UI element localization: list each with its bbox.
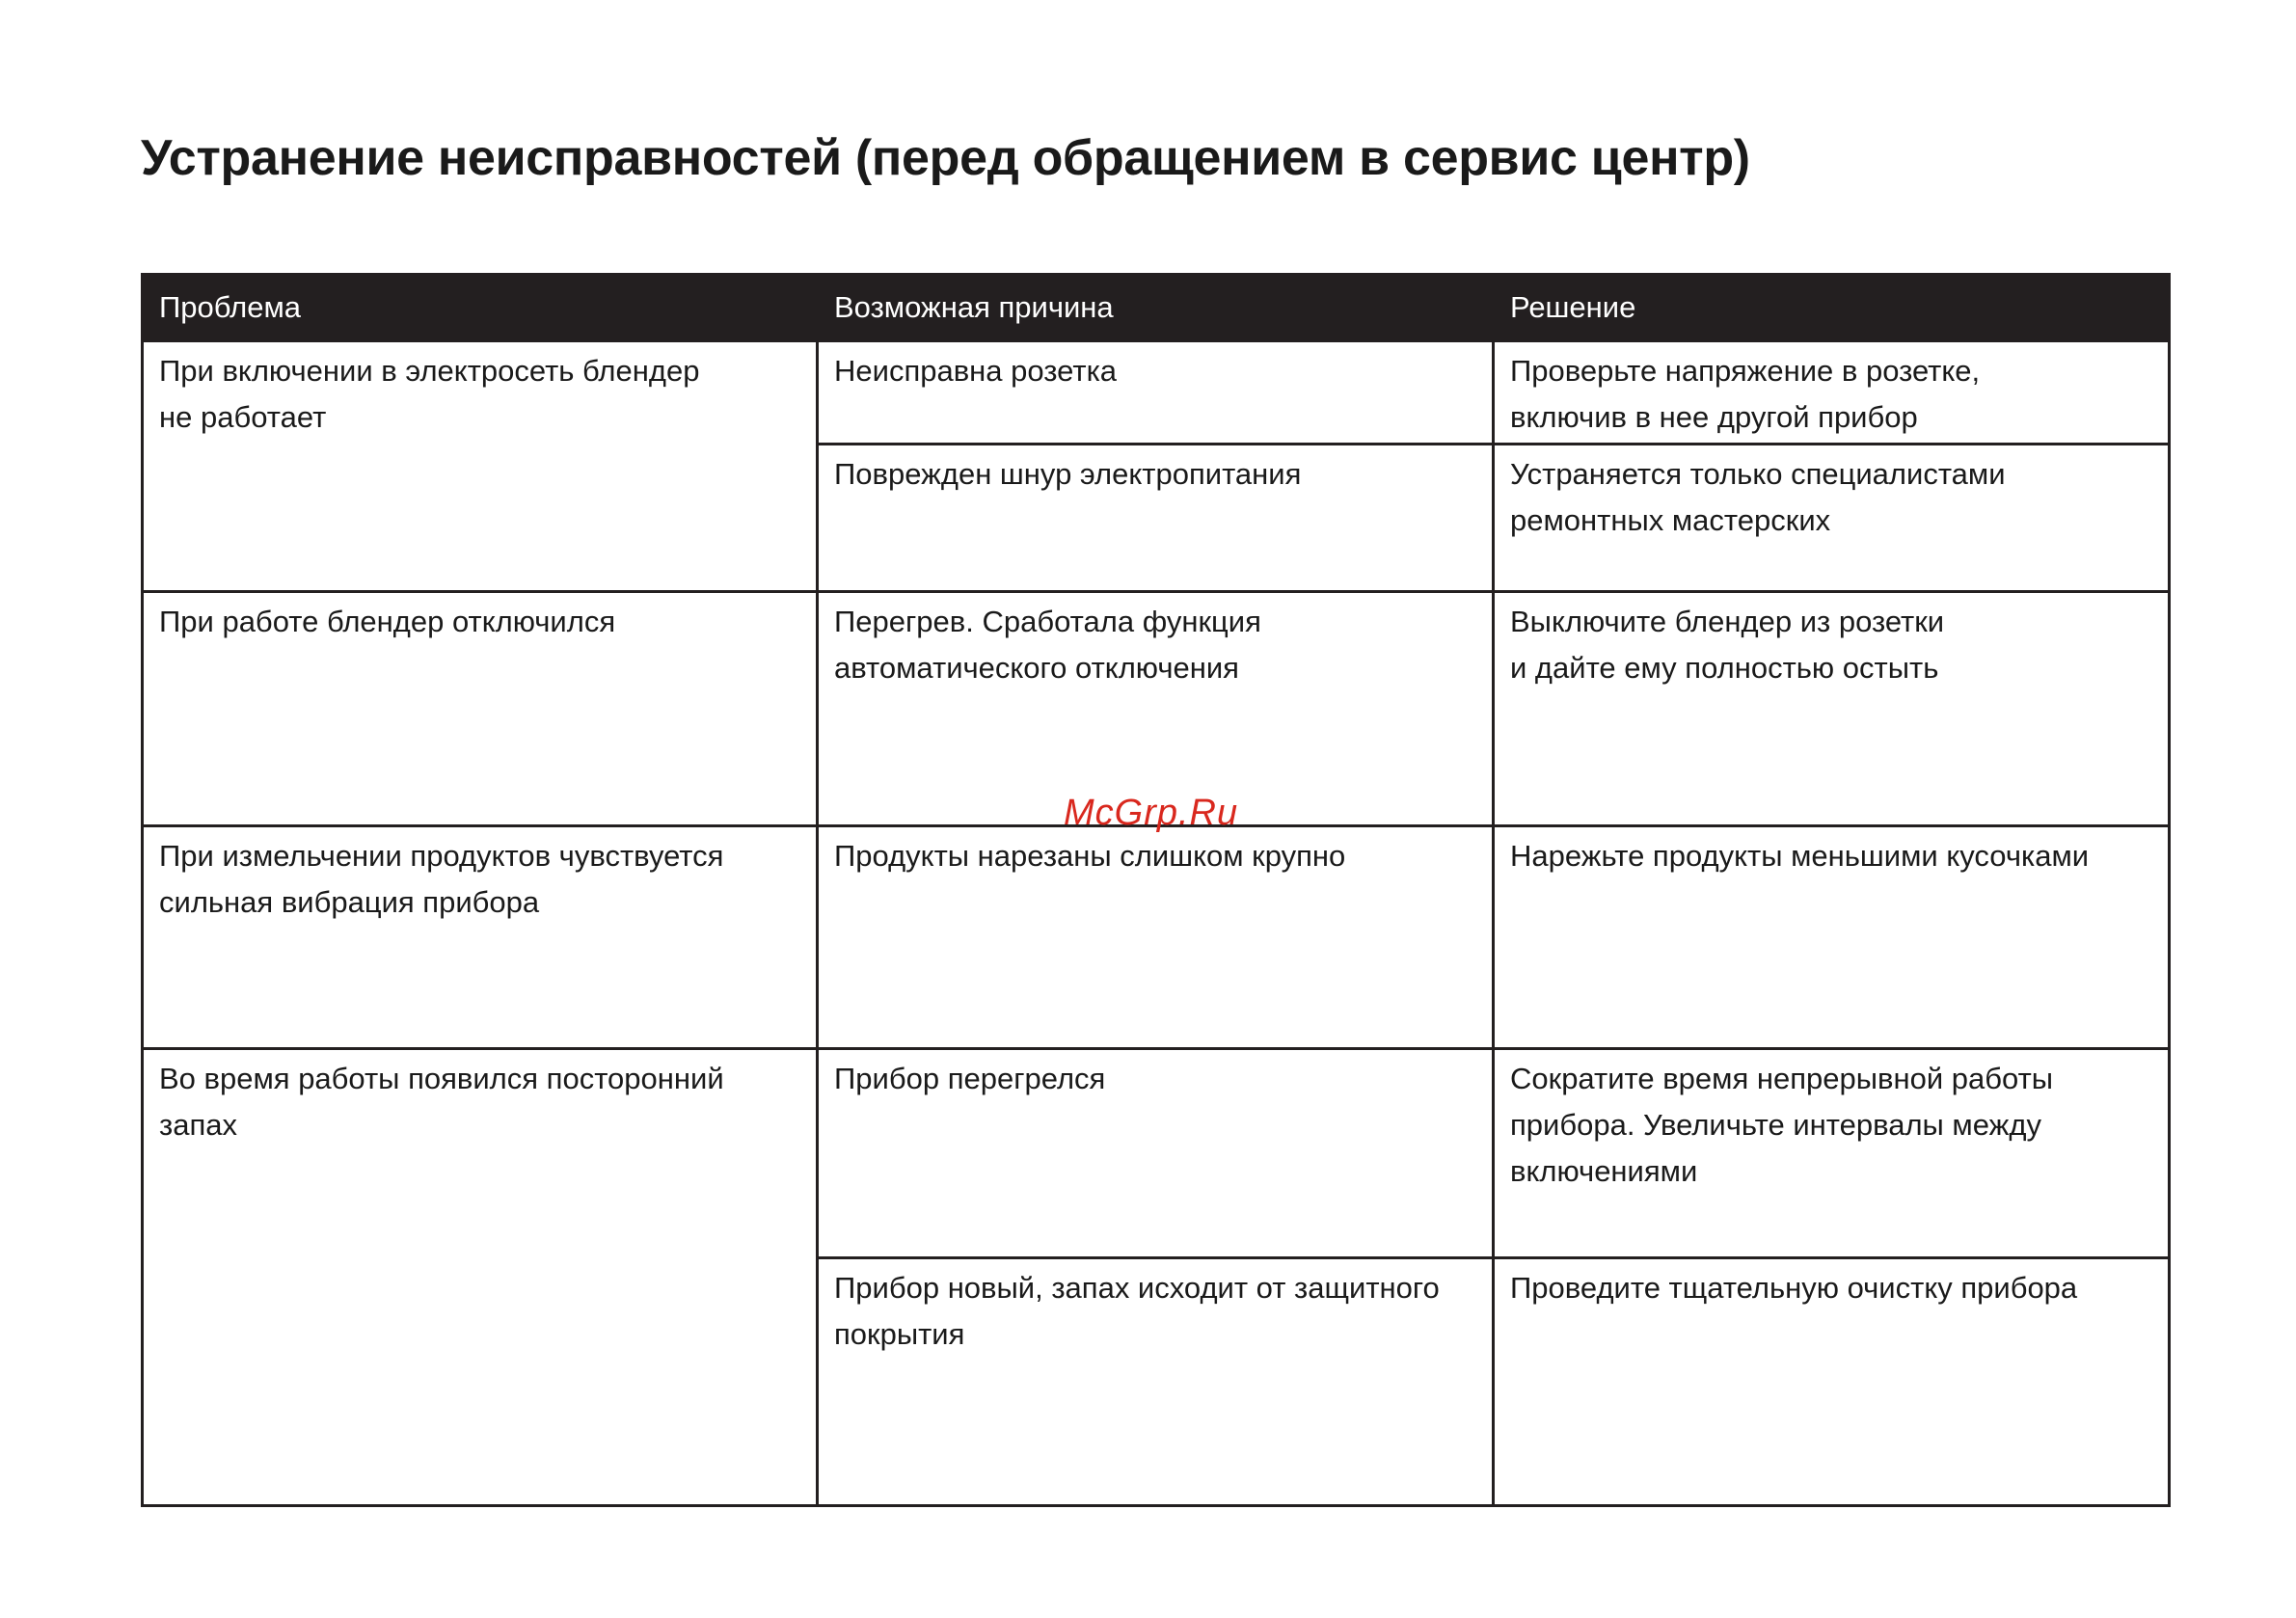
solution-cell: Проведите тщательную очистку прибора [1494, 1258, 2170, 1506]
troubleshooting-table [141, 273, 2171, 1507]
cause-cell: Поврежден шнур электропитания [818, 445, 1494, 592]
solution-cell: Выключите блендер из розетки и дайте ему полностью остыть [1494, 592, 2170, 826]
cause-cell: Прибор новый, запах исходит от защитного покрытия [818, 1258, 1494, 1506]
watermark: McGrp.Ru [1064, 793, 1239, 833]
problem-cell: Во время работы появился посторонний запах [143, 1049, 818, 1506]
solution-cell: Сократите время непрерывной работы прибора. Увеличьте интервалы между включениями [1494, 1049, 2170, 1258]
solution-cell: Проверьте напряжение в розетке, включив в нее другой прибор [1494, 341, 2170, 445]
table-row [143, 1049, 2170, 1258]
column-header-cause: Возможная причина [818, 275, 1494, 341]
solution-cell: Устраняется только специалистами ремонтных мастерских [1494, 445, 2170, 592]
column-header-problem: Проблема [143, 275, 818, 341]
problem-cell: При включении в электросеть блендер не работает [143, 341, 818, 592]
cause-cell: Неисправна розетка [818, 341, 1494, 445]
cause-cell: Прибор перегрелся [818, 1049, 1494, 1258]
cause-cell: Продукты нарезаны слишком крупно [818, 826, 1494, 1049]
table-row [143, 826, 2170, 1049]
page-title: Устранение неисправностей (перед обращением в сервис центр) [141, 130, 1750, 186]
problem-cell: При работе блендер отключился [143, 592, 818, 826]
table-row [143, 592, 2170, 826]
column-header-solution: Решение [1494, 275, 2170, 341]
problem-cell: При измельчении продуктов чувствуется сильная вибрация прибора [143, 826, 818, 1049]
solution-cell: Нарежьте продукты меньшими кусочками [1494, 826, 2170, 1049]
table-row [143, 341, 2170, 445]
table-header-row [143, 275, 2170, 341]
cause-cell: Перегрев. Сработала функция автоматического отключения [818, 592, 1494, 826]
